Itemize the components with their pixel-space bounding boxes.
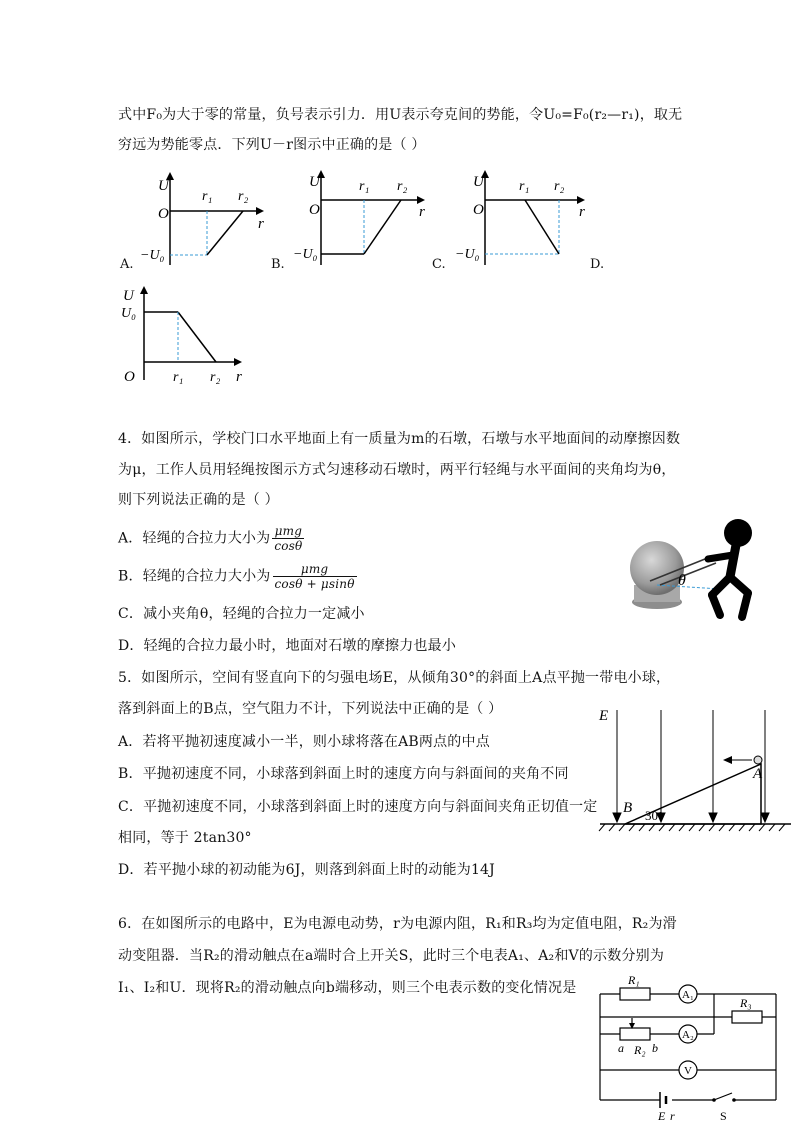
label-r1: r₁ (202, 189, 213, 204)
q5-option-c2[interactable]: 相同，等于 2tan30° (118, 830, 252, 846)
q5-option-c1[interactable]: C．平抛初速度不同，小球落到斜面上时的速度方向与斜面间夹角正切值一定 (118, 799, 598, 815)
label-s: S (720, 1109, 727, 1120)
q4-option-a[interactable]: A．轻绳的合拉力大小为 $\frac{\text{μmg}}{\cos\theta}$ (118, 524, 303, 553)
graph-b (293, 168, 433, 268)
ammeter-a2: A₂ (682, 1029, 694, 1041)
label-a: a (618, 1041, 624, 1055)
svg-text:r₁: r₁ (359, 179, 370, 194)
q4-line1: 4．如图所示，学校门口水平地面上有一质量为m的石墩，石墩与水平地面间的动摩擦因数 (118, 431, 681, 447)
svg-text:r₂: r₂ (554, 179, 565, 194)
label-r3: R₃ (740, 996, 752, 1010)
graph-c (455, 168, 595, 268)
q3-option-b[interactable]: B. (271, 257, 285, 272)
svg-text:O: O (309, 202, 320, 218)
label-r-internal: r (670, 1109, 675, 1120)
ammeter-a1: A₁ (682, 989, 694, 1001)
label-r: r (258, 216, 264, 232)
q5-option-b[interactable]: B．平抛初速度不同，小球落到斜面上时的速度方向与斜面间的夹角不同 (118, 766, 569, 782)
q4-line3: 则下列说法正确的是（ ） (118, 492, 279, 508)
voltmeter-v: V (684, 1065, 692, 1077)
q3-option-c[interactable]: C. (432, 257, 446, 272)
q6-line2: 动变阻器．当R₂的滑动触点在a端时合上开关S，此时三个电表A₁、A₂和V的示数分别为 (118, 948, 665, 964)
q3-line2: 穷远为势能零点．下列U－r图示中正确的是（ ） (118, 137, 426, 153)
label-u: U (158, 178, 169, 194)
svg-text:U: U (123, 288, 134, 304)
q5-option-d[interactable]: D．若平抛小球的初动能为6J，则落到斜面上时的动能为14J (118, 862, 495, 878)
label-neg-u0: −U₀ (140, 248, 165, 263)
circuit-figure (596, 974, 788, 1120)
svg-text:U: U (473, 174, 484, 190)
incline-field-figure (595, 700, 794, 835)
svg-text:r₂: r₂ (397, 179, 408, 194)
label-r2: R₂ (634, 1043, 646, 1057)
svg-text:r₂: r₂ (210, 370, 221, 385)
q4-option-b[interactable]: B．轻绳的合拉力大小为 $\frac{\text{μmg}}{\cos\theta + \mu\sin\theta}$ (118, 562, 355, 591)
svg-text:r: r (579, 204, 585, 220)
svg-text:r: r (419, 204, 425, 220)
q4-option-d[interactable]: D．轻绳的合拉力最小时，地面对石墩的摩擦力也最小 (118, 638, 457, 654)
svg-text:O: O (124, 369, 135, 385)
graph-d (118, 284, 258, 390)
q5-line1: 5．如图所示，空间有竖直向下的匀强电场E，从倾角30°的斜面上A点平抛一带电小球， (118, 670, 671, 686)
label-e: E (599, 708, 609, 724)
svg-text:O: O (473, 202, 484, 218)
q6-line1: 6．在如图所示的电路中，E为电源电动势，r为电源内阻，R₁和R₃均为定值电阻，R₂为滑 (118, 916, 677, 932)
q4-option-c[interactable]: C．减小夹角θ，轻绳的合拉力一定减小 (118, 606, 365, 622)
svg-text:−U₀: −U₀ (293, 247, 318, 262)
svg-text:−U₀: −U₀ (455, 247, 480, 262)
label-b: B (623, 800, 633, 816)
q3-option-d[interactable]: D. (590, 257, 605, 272)
q5-option-a[interactable]: A．若将平抛初速度减小一半，则小球将落在AB两点的中点 (118, 734, 490, 750)
label-b: b (652, 1041, 658, 1055)
q6-line3: I₁、I₂和U．现将R₂的滑动触点向b端移动，则三个电表示数的变化情况是 (118, 980, 577, 996)
label-e: E (658, 1109, 666, 1120)
svg-text:r₁: r₁ (173, 370, 184, 385)
label-a: A (753, 766, 763, 782)
q4-line2: 为μ，工作人员用轻绳按图示方式匀速移动石墩时，两平行轻绳与水平面间的夹角均为θ， (118, 462, 676, 478)
graph-a (140, 170, 270, 270)
label-r2: r₂ (238, 189, 249, 204)
q3-option-a[interactable]: A. (120, 257, 134, 272)
q5-line2: 落到斜面上的B点，空气阻力不计，下列说法中正确的是（ ） (118, 701, 503, 717)
svg-text:r₁: r₁ (519, 179, 530, 194)
svg-text:r: r (236, 369, 242, 385)
q3-line1: 式中F₀为大于零的常量，负号表示引力．用U表示夸克间的势能，令U₀=F₀(r₂—r₁)，取无 (118, 107, 683, 123)
theta-label: θ (678, 572, 686, 589)
label-o: O (158, 206, 169, 222)
svg-text:U₀: U₀ (121, 306, 136, 321)
svg-text:U: U (309, 174, 320, 190)
stone-pier-figure (620, 515, 780, 625)
label-30deg: 30° (645, 808, 664, 823)
label-r1: R₁ (628, 974, 640, 987)
